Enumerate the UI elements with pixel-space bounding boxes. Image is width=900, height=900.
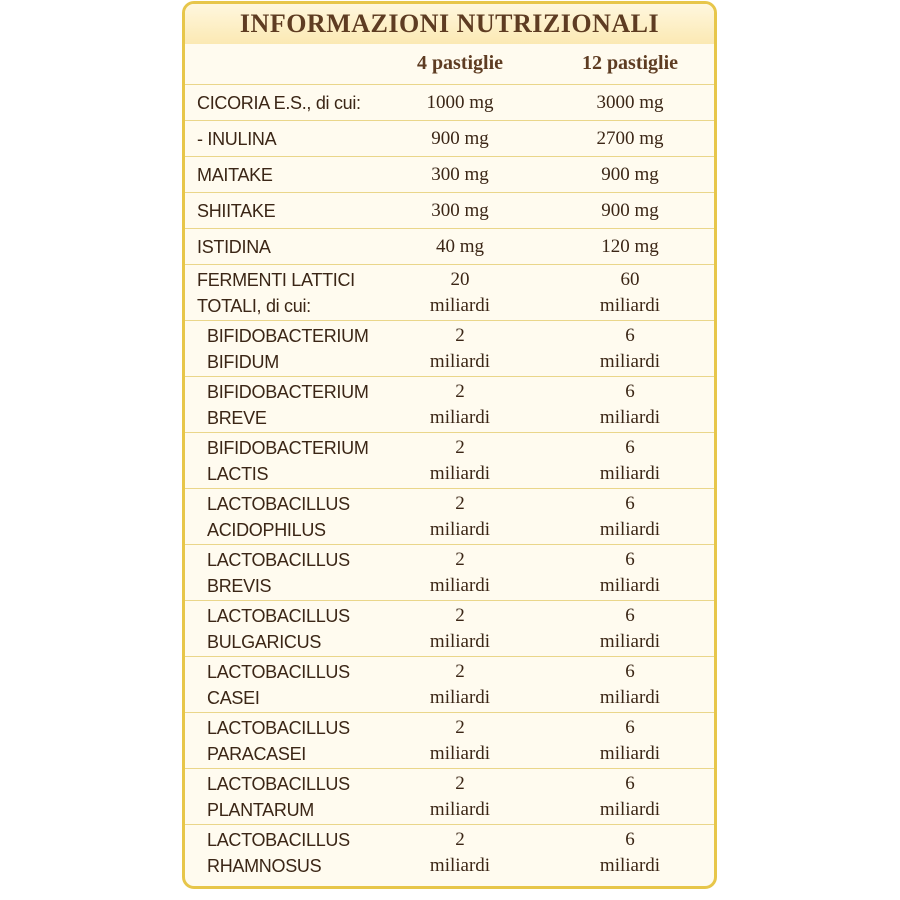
value-4-pastiglie: 1000 mg xyxy=(426,92,494,113)
value-12-pastiglie: 2700 mg xyxy=(596,128,664,149)
value-12-pastiglie: 6 miliardi xyxy=(599,549,661,596)
value-12-pastiglie: 6 miliardi xyxy=(599,493,661,540)
nutrient-name: BIFIDOBACTERIUM BREVE xyxy=(207,382,369,428)
value-4-pastiglie: 2 miliardi xyxy=(429,661,491,708)
nutrient-name: FERMENTI LATTICI TOTALI, di cui: xyxy=(197,270,355,316)
value-4-pastiglie: 2 miliardi xyxy=(429,381,491,428)
nutrient-name: LACTOBACILLUS PLANTARUM xyxy=(207,774,350,820)
nutrition-facts-panel xyxy=(182,1,717,889)
nutrient-name: CICORIA E.S., di cui: xyxy=(197,93,361,113)
nutrient-name: MAITAKE xyxy=(197,165,273,185)
value-12-pastiglie: 6 miliardi xyxy=(599,717,661,764)
value-4-pastiglie: 900 mg xyxy=(431,128,489,149)
table-title: INFORMAZIONI NUTRIZIONALI xyxy=(185,4,714,44)
table-row xyxy=(185,84,714,120)
value-4-pastiglie: 20 miliardi xyxy=(429,269,491,316)
nutrient-name: BIFIDOBACTERIUM LACTIS xyxy=(207,438,369,484)
nutrient-name: ISTIDINA xyxy=(197,237,271,257)
value-4-pastiglie: 2 miliardi xyxy=(429,493,491,540)
value-12-pastiglie: 6 miliardi xyxy=(599,829,661,876)
table-row xyxy=(185,156,714,192)
value-12-pastiglie: 6 miliardi xyxy=(599,437,661,484)
table-row xyxy=(185,712,714,768)
nutrient-name: LACTOBACILLUS ACIDOPHILUS xyxy=(207,494,350,540)
nutrient-name: SHIITAKE xyxy=(197,201,276,221)
value-12-pastiglie: 120 mg xyxy=(601,236,659,257)
value-4-pastiglie: 2 miliardi xyxy=(429,325,491,372)
value-12-pastiglie: 6 miliardi xyxy=(599,773,661,820)
nutrient-name: LACTOBACILLUS CASEI xyxy=(207,662,350,708)
value-12-pastiglie: 3000 mg xyxy=(596,92,664,113)
table-row xyxy=(185,192,714,228)
nutrient-name: LACTOBACILLUS BULGARICUS xyxy=(207,606,350,652)
value-12-pastiglie: 900 mg xyxy=(601,200,659,221)
value-4-pastiglie: 2 miliardi xyxy=(429,437,491,484)
table-row xyxy=(185,488,714,544)
table-row xyxy=(185,320,714,376)
table-row xyxy=(185,768,714,824)
table-row xyxy=(185,376,714,432)
table-row xyxy=(185,432,714,488)
nutrient-name: LACTOBACILLUS BREVIS xyxy=(207,550,350,596)
value-4-pastiglie: 40 mg xyxy=(435,236,485,257)
value-4-pastiglie: 2 miliardi xyxy=(429,717,491,764)
value-4-pastiglie: 300 mg xyxy=(431,164,489,185)
column-header-12-pastiglie: 12 pastiglie xyxy=(581,52,679,74)
nutrient-name: - INULINA xyxy=(197,129,277,149)
nutrient-name: BIFIDOBACTERIUM BIFIDUM xyxy=(207,326,369,372)
value-12-pastiglie: 900 mg xyxy=(601,164,659,185)
value-12-pastiglie: 6 miliardi xyxy=(599,661,661,708)
value-12-pastiglie: 6 miliardi xyxy=(599,381,661,428)
value-12-pastiglie: 60 miliardi xyxy=(599,269,661,316)
table-row xyxy=(185,824,714,880)
value-4-pastiglie: 2 miliardi xyxy=(429,773,491,820)
column-header-4-pastiglie: 4 pastiglie xyxy=(416,52,504,74)
nutrient-name: LACTOBACILLUS PARACASEI xyxy=(207,718,350,764)
table-row xyxy=(185,656,714,712)
value-4-pastiglie: 300 mg xyxy=(431,200,489,221)
value-12-pastiglie: 6 miliardi xyxy=(599,605,661,652)
value-4-pastiglie: 2 miliardi xyxy=(429,605,491,652)
table-row xyxy=(185,228,714,264)
table-row xyxy=(185,120,714,156)
value-4-pastiglie: 2 miliardi xyxy=(429,829,491,876)
table-row xyxy=(185,264,714,320)
table-row xyxy=(185,544,714,600)
nutrient-name: LACTOBACILLUS RHAMNOSUS xyxy=(207,830,350,876)
value-12-pastiglie: 6 miliardi xyxy=(599,325,661,372)
value-4-pastiglie: 2 miliardi xyxy=(429,549,491,596)
table-row xyxy=(185,600,714,656)
